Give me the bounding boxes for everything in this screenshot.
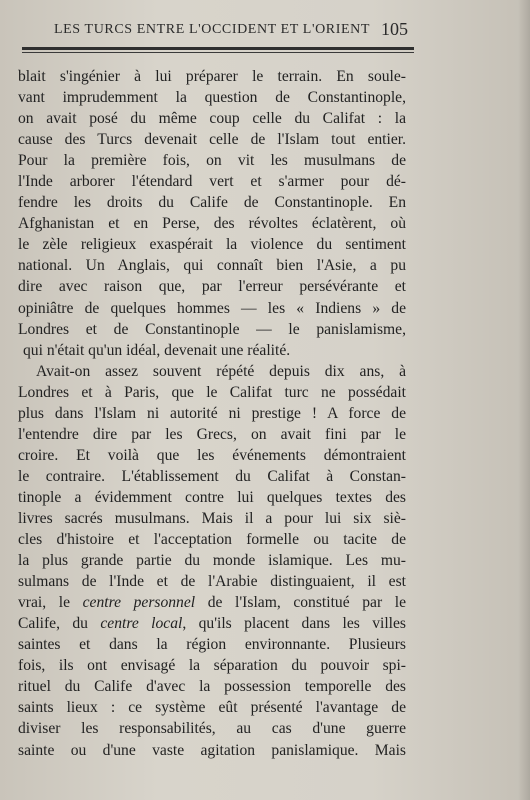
text-line: sulmans de l'Inde et de l'Arabie distinguaient, il est	[18, 573, 406, 591]
text-line: saintes et dans la région environnante. Plusieurs	[18, 636, 406, 654]
text-line: Afghanistan et en Perse, des révoltes éclatèrent, où	[18, 215, 406, 233]
page-edge-shadow	[518, 0, 530, 800]
text-line: Pour la première fois, on vit les musulmans de	[18, 152, 406, 170]
text-line: vant imprudemment la question de Constantinople,	[18, 89, 406, 107]
text-line-mixed	[18, 613, 406, 634]
text-line: cles d'histoire et l'acceptation formelle ou tacite de	[18, 531, 406, 549]
running-title: LES TURCS ENTRE L'OCCIDENT ET L'ORIENT	[54, 22, 371, 37]
text-segment: , qu'ils placent dans les villes	[182, 615, 406, 633]
text-line: Londres et à Paris, que le Califat turc ne possédait	[18, 383, 406, 401]
text-line: Avait-on assez souvent répété depuis dix ans, à	[36, 362, 406, 380]
text-line: cause des Turcs devenait celle de l'Islam tout entier.	[18, 131, 406, 149]
text-line: dire avec raison que, par l'erreur persévérante et	[18, 278, 406, 296]
page-number: 105	[381, 19, 408, 39]
text-segment: vrai, le	[18, 594, 83, 612]
text-line: diviser les responsabilités, au cas d'une guerre	[18, 720, 406, 738]
text-line: la plus grande partie du monde islamique. Les mu-	[18, 552, 406, 570]
text-line: livres sacrés musulmans. Mais il a pour lui six siè-	[18, 509, 406, 527]
text-segment: Calife, du	[18, 615, 101, 633]
text-line-mixed	[18, 592, 406, 613]
italic-phrase: centre local	[100, 615, 183, 633]
text-line: l'Inde arborer l'étendard vert et s'armer pour dé-	[18, 173, 406, 191]
italic-phrase: centre personnel	[82, 594, 196, 612]
text-line: croire. Et voilà que les événements démontraient	[18, 446, 406, 464]
text-line: le contraire. L'établissement du Califat à Constan-	[18, 467, 406, 485]
text-line: tinople a évidemment contre lui quelques textes des	[18, 488, 406, 506]
text-line: opiniâtre de quelques hommes — les « Indiens » de	[18, 299, 406, 317]
header-rule-thick	[22, 47, 414, 50]
text-line: on avait posé du même coup celle du Califat : la	[18, 110, 406, 128]
text-line: qui n'était qu'un idéal, devenait une réalité.	[23, 341, 291, 359]
text-line: l'entendre dire par les Grecs, on avait fini par le	[18, 425, 406, 443]
text-line: national. Un Anglais, qui connaît bien l'Asie, a pu	[18, 257, 406, 275]
text-line: blait s'ingénier à lui préparer le terrain. En soule-	[18, 68, 406, 85]
text-line: fois, ils ont envisagé la séparation du pouvoir spi-	[18, 657, 406, 675]
text-segment: de l'Islam, constitué par le	[195, 594, 407, 612]
text-line: sainte ou d'une vaste agitation panislamique. Mais	[18, 741, 406, 759]
body-text	[18, 66, 406, 761]
text-line: fendre les droits du Calife de Constantinople. En	[18, 194, 406, 212]
header-rule-thin	[22, 52, 414, 53]
text-line: saints lieux : ce système eût présenté l'avantage de	[18, 699, 406, 717]
text-line: le zèle religieux exaspérait la violence du sentiment	[18, 236, 406, 254]
page-header	[24, 18, 412, 42]
text-line: Londres et de Constantinople — le panislamisme,	[18, 320, 406, 338]
text-line: plus dans l'Islam ni autorité ni prestige ! A force de	[18, 404, 406, 422]
text-line: rituel du Calife d'avec la possession temporelle des	[18, 678, 406, 696]
